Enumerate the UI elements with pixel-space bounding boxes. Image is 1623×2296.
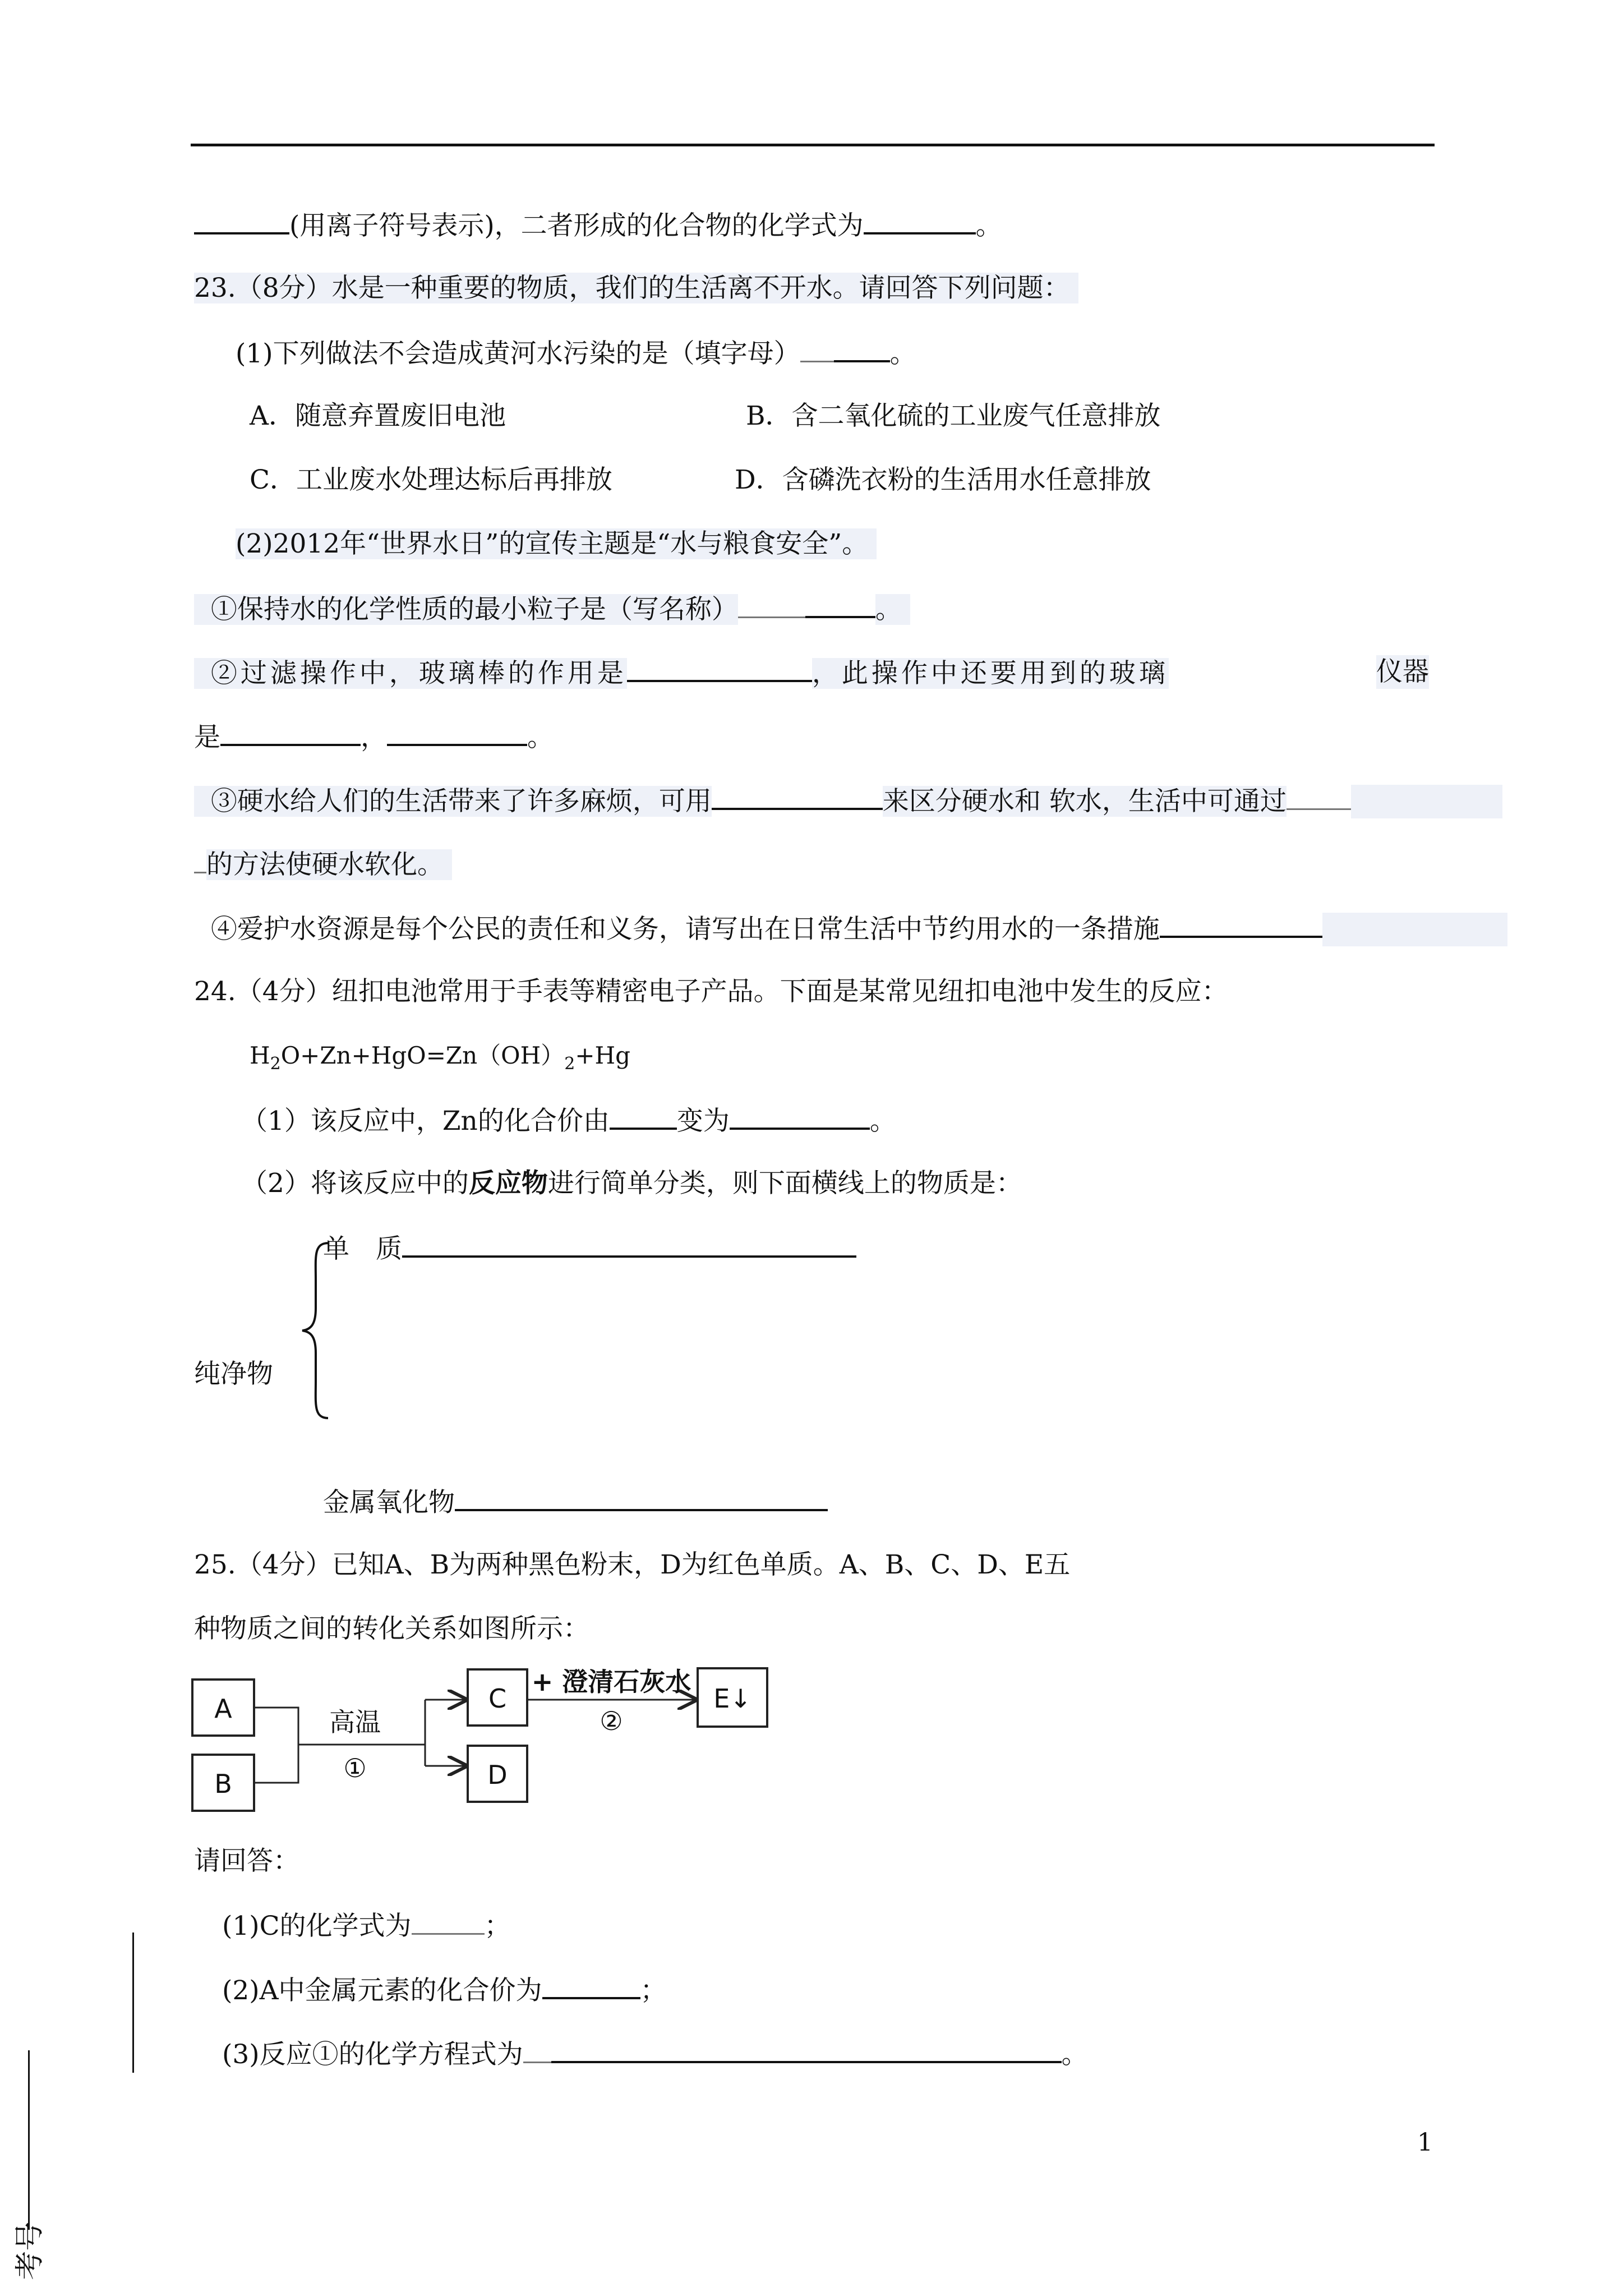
q25-heading: 25.（4分）已知A、B为两种黑色粉末，D为红色单质。A、B、C、D、E五 [194,1549,1071,1580]
q23-option-c: C．工业废水处理达标后再排放 [250,464,612,495]
svg-text:C: C [488,1683,507,1714]
q23-option-a: A．随意弃置废旧电池 [250,401,506,431]
reaction1-number: ① [343,1753,367,1783]
box-d [468,1746,527,1802]
side-label-exam-number: 考号 [13,2221,47,2280]
carryover-line: (用离子符号表示)，二者形成的化合物的化学式为 。 [194,208,1002,243]
q24-equation: $H_2O+Zn+HgO=Zn(OH)_2+Hg$ [250,1042,631,1074]
svg-text:A: A [214,1694,232,1724]
page-number: 1 [1417,2128,1433,2157]
curly-brace [300,1241,334,1420]
q23-heading: 23.（8分）水是一种重要的物质，我们的生活离不开水。请回答下列问题： [194,272,1078,305]
q23-sub4: ④爱护水资源是每个公民的责任和义务，请写出在日常生活中节约用水的一条措施 [194,911,1507,946]
margin-line-upper [132,1932,134,2073]
q23-sub3-cont: 的方法使硬水软化。 [194,847,452,882]
q24-class-oxide: 金属氧化物 [323,1484,828,1520]
q25-ask: 请回答： [194,1846,299,1876]
reaction2-number: ② [600,1706,623,1736]
box-c [468,1669,527,1726]
svg-text:B: B [214,1769,232,1799]
box-a [192,1680,254,1736]
q25-heading-cont: 种物质之间的转化关系如图所示： [194,1613,589,1644]
q23-sub2: ②过滤操作中，玻璃棒的作用是 ，此操作中还要用到的玻璃 仪器 [194,655,1433,691]
svg-text:E↓: E↓ [713,1683,751,1714]
q25-part1: (1)C的化学式为 ； [222,1908,511,1943]
svg-text:D: D [487,1760,508,1790]
conversion-diagram [191,1666,774,1823]
box-e [698,1668,767,1727]
q24-part2: （2）将该反应中的反应物进行简单分类，则下面横线上的物质是： [241,1168,1022,1199]
q23-part2: (2)2012年“世界水日”的宣传主题是“水与粮食安全”。 [236,527,877,561]
q23-part1: (1)下列做法不会造成黄河水污染的是（填字母） 。 [236,335,916,371]
q24-class-pure: 纯净物 [194,1359,273,1389]
q23-option-d: D．含磷洗衣粉的生活用水任意排放 [735,464,1151,495]
q24-part1: （1）该反应中，Zn的化合价由 变为 。 [241,1103,896,1138]
margin-line-lower [28,2050,30,2230]
q23-sub2-cont: 是 ， 。 [194,719,554,754]
q24-heading: 24.（4分）纽扣电池常用于手表等精密电子产品。下面是某常见纽扣电池中发生的反应： [194,976,1228,1007]
condition-limewater: + 澄清石灰水 [531,1667,691,1697]
q23-sub3: ③硬水给人们的生活带来了许多麻烦，可用 来区分硬水和 软水，生活中可通过 [194,783,1502,818]
q23-option-b: B．含二氧化硫的工业废气任意排放 [746,401,1161,431]
header-rule [191,144,1435,146]
reactant-bracket [254,1708,298,1783]
q24-class-simple: 单 质 [323,1231,856,1266]
q23-sub1: ①保持水的化学性质的最小粒子是（写名称） 。 [194,591,910,627]
q25-part3: (3)反应①的化学方程式为 。 [222,2036,1088,2072]
q25-part2: (2)A中金属元素的化合价为 ； [222,1972,667,2008]
box-b [192,1755,254,1811]
condition-high-temp: 高温 [329,1707,381,1737]
